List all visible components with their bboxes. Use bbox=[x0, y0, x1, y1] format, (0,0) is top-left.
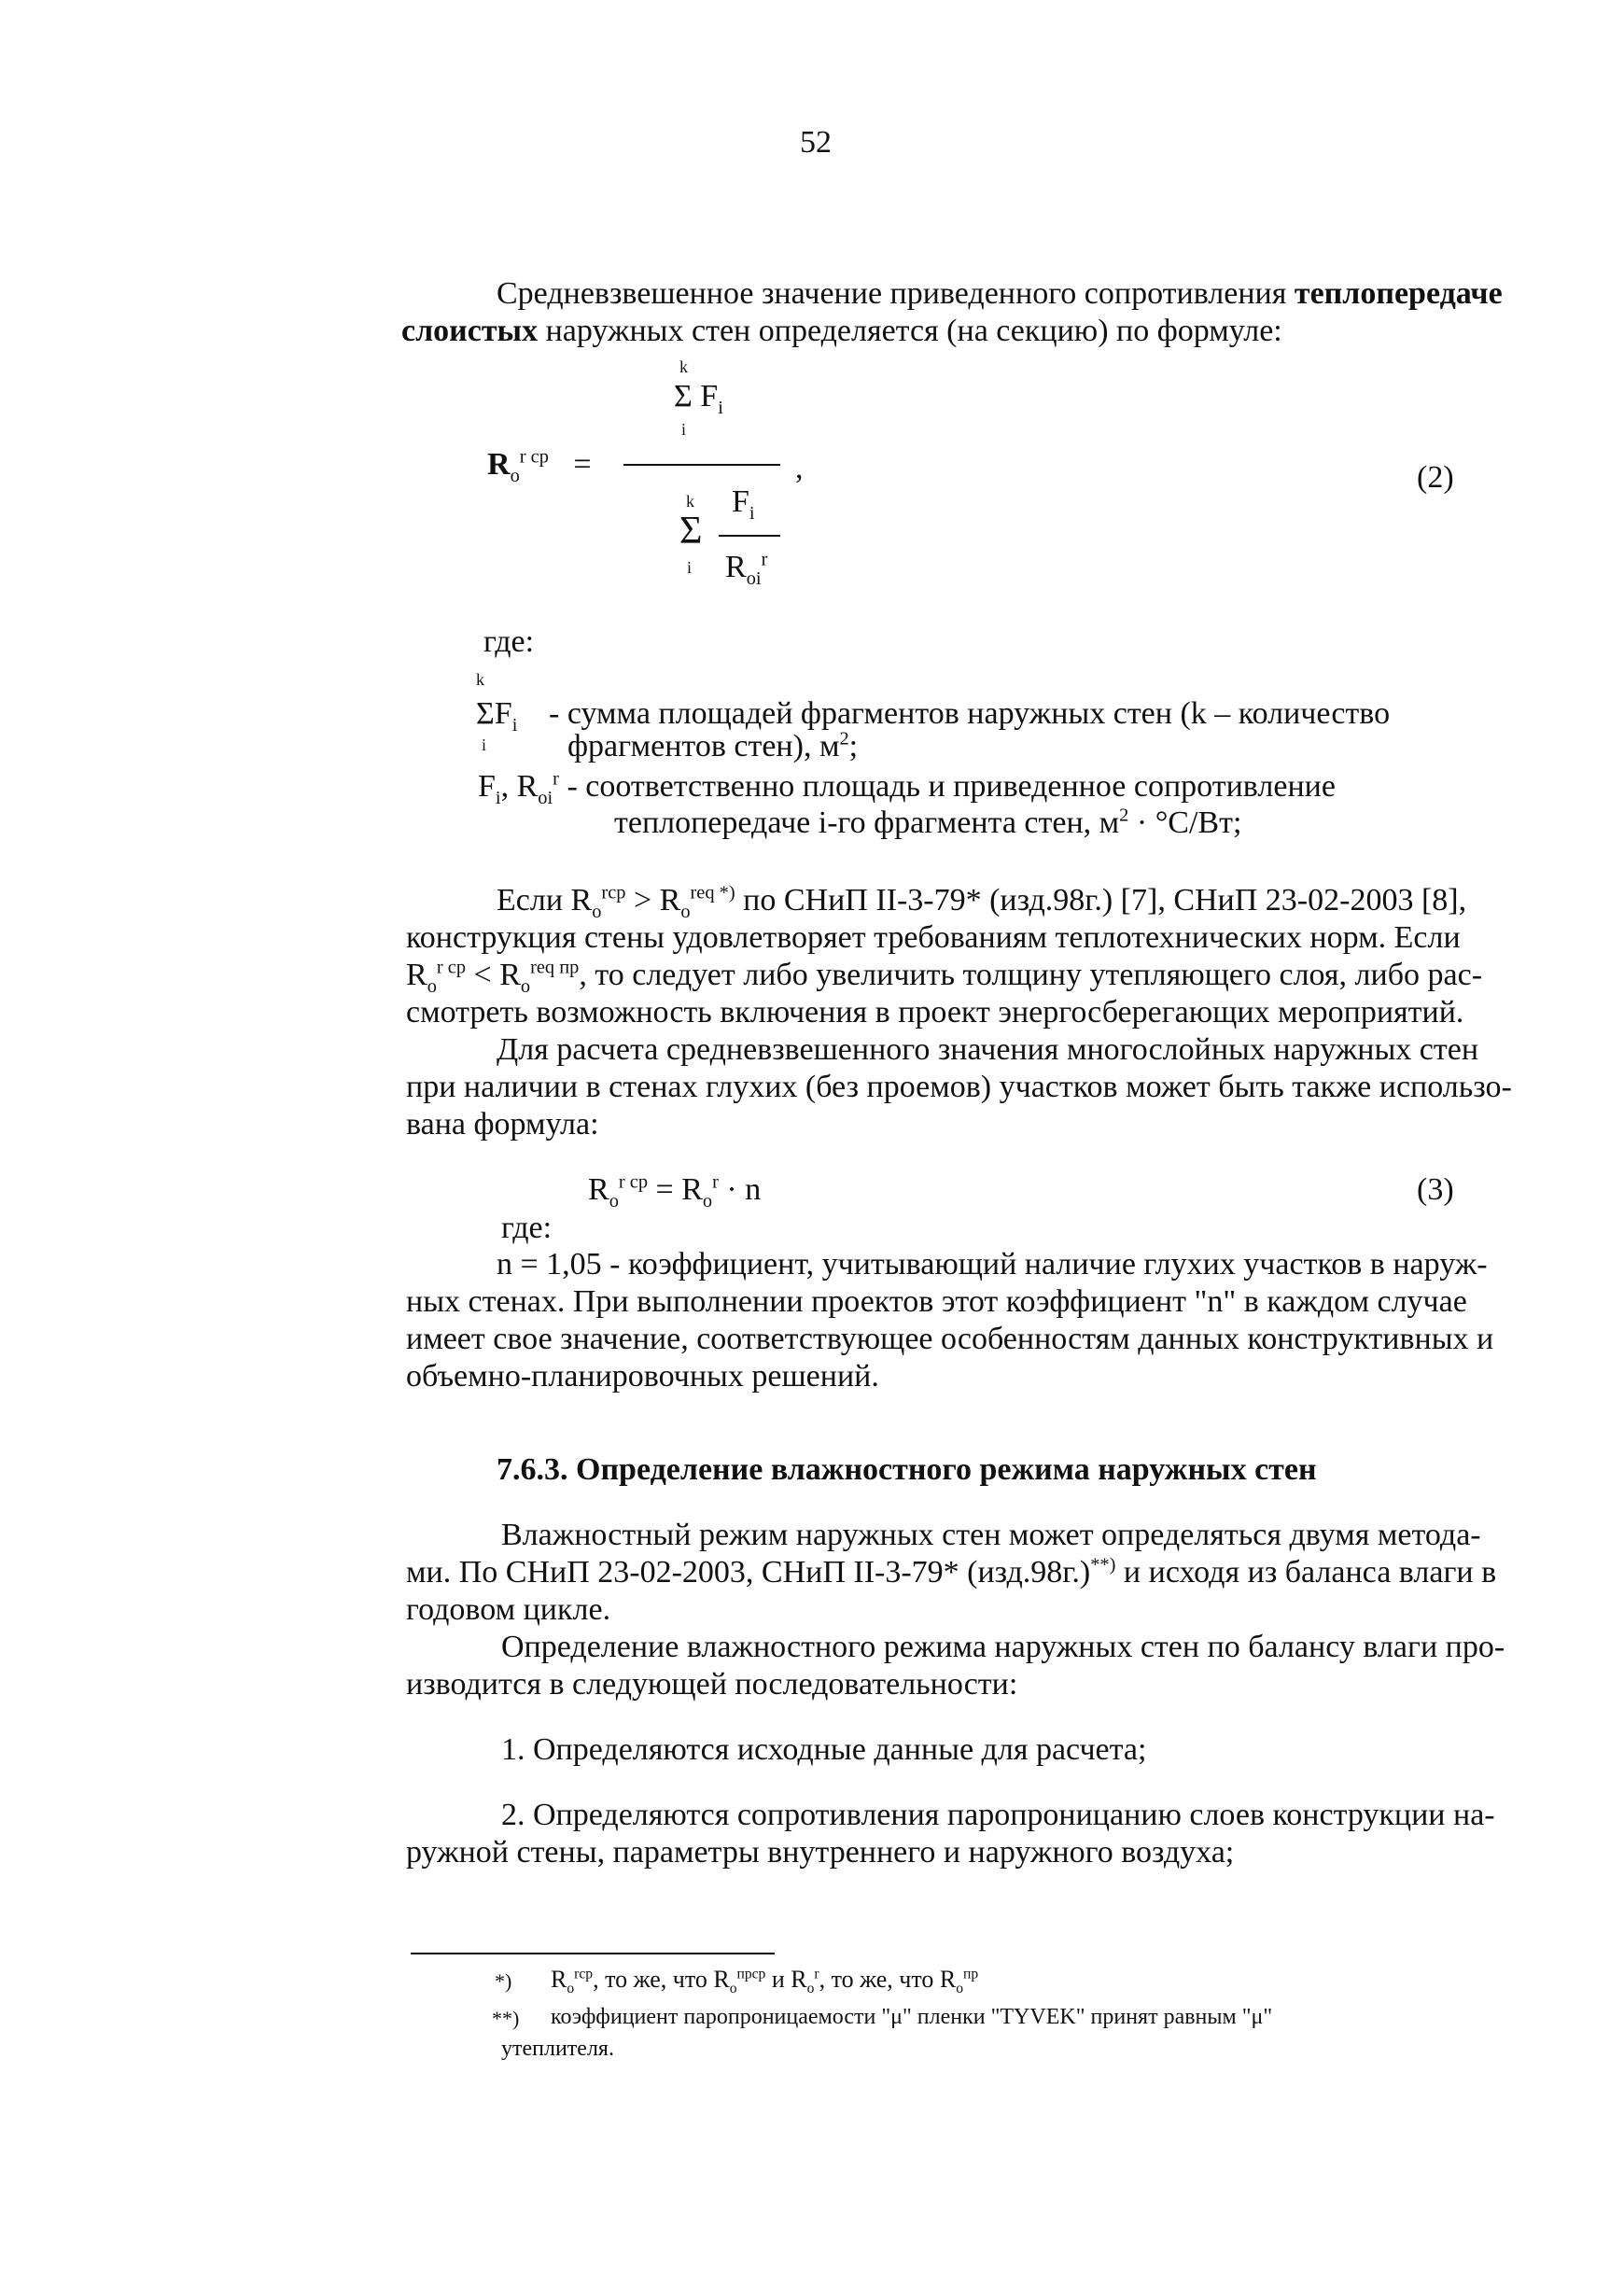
formula2-fraction-bar bbox=[623, 464, 780, 466]
formula2-num-i: i bbox=[681, 420, 687, 439]
formula2-den-sigma: Σ bbox=[679, 510, 703, 553]
para3-line-4: объемно-планировочных решений. bbox=[406, 1359, 879, 1394]
para1-line-4: смотреть возможность включения в проект энергосберегающих мероприятий. bbox=[406, 995, 1464, 1029]
intro-line-1 bbox=[497, 275, 1503, 313]
list-item-2-line-1: 2. Определяются сопротивления паропроницанию слоев конструкции на- bbox=[501, 1798, 1495, 1832]
footnote-2-mark: **) bbox=[492, 2007, 520, 2030]
formula2-den-k: k bbox=[686, 492, 694, 511]
para3-line-2: ных стенах. При выполнении проектов этот коэффициент "n" в каждом случае bbox=[406, 1284, 1467, 1319]
where-label-1: где: bbox=[483, 624, 535, 659]
formula2-den-i: i bbox=[687, 558, 693, 577]
para4-line-2: ми. По СНиП 23-02-2003, СНиП II-3-79* (изд.98г.)**) и исходя из баланса влаги в bbox=[406, 1554, 1497, 1590]
formula2-inner-bar bbox=[719, 535, 780, 537]
footnote-1-mark: *) bbox=[495, 1969, 512, 1993]
list-item-1: 1. Определяются исходные данные для расчета; bbox=[501, 1732, 1147, 1767]
footnote-2-line-1: коэффициент паропроницаемости "μ" пленки "TYVEK" принят равным "μ" bbox=[551, 2005, 1273, 2029]
def1-text-1: - сумма площадей фрагментов наружных стен (k – количество bbox=[549, 696, 1391, 731]
formula2-comma: , bbox=[795, 451, 804, 485]
formula-3: $R_o^{r ср} = R_o^r \cdot n$ bbox=[588, 1171, 762, 1212]
formula2-lhs-sup: r ср bbox=[519, 446, 549, 468]
def1-text-2: фрагментов стен), $м^2$; bbox=[567, 728, 859, 763]
formula2-den-F: $F_i$ bbox=[732, 484, 755, 524]
para1-line-2: конструкция стены удовлетворяет требованиям теплотехнических норм. Если bbox=[406, 920, 1461, 955]
formula2-num-sum bbox=[674, 378, 723, 418]
formula2-num-F-sub: i bbox=[718, 397, 723, 418]
para5-line-1: Определение влажностного режима наружных стен по балансу влаги про- bbox=[501, 1630, 1505, 1664]
footnote-separator bbox=[411, 1953, 775, 1954]
formula2-number: (2) bbox=[1417, 460, 1454, 495]
formula2-lhs bbox=[487, 446, 592, 486]
para2-line-1: Для расчета средневзвешенного значения многослойных наружных стен bbox=[497, 1032, 1479, 1067]
para3-line-1: n = 1,05 - коэффициент, учитывающий наличие глухих участков в наруж- bbox=[497, 1247, 1488, 1282]
footnote-1: $R_o^{rср}$, то же, что $R_o^{прср}$ и $R_o^r$, то же, что $R_o^{пр}$ bbox=[551, 1966, 979, 1997]
def1-i: i bbox=[482, 735, 487, 754]
para3-line-3: имеет свое значение, соответствующее особенностям данных конструктивных и bbox=[406, 1322, 1494, 1356]
formula2-lhs-R: R bbox=[487, 447, 511, 482]
para4-line-3: годовом цикле. bbox=[406, 1592, 611, 1627]
def1-symbol: $\Sigma F_i$ bbox=[476, 696, 518, 735]
formula2-den-R: $R_{oi}^r$ bbox=[725, 549, 768, 589]
page-number: 52 bbox=[800, 125, 832, 160]
def2-line-1: $F_i$, $R_{oi}^r$ - соответственно площадь и приведенное сопротивление bbox=[478, 768, 1336, 808]
def1-k: k bbox=[476, 670, 484, 689]
formula2-eq: = bbox=[573, 447, 592, 482]
para1-line-3: $R_o^{r ср} < R_o^{req пр}$, то следует либо увеличить толщину утепляющего слоя, либо рас- bbox=[406, 957, 1483, 997]
section-heading: 7.6.3. Определение влажностного режима наружных стен bbox=[497, 1452, 1317, 1487]
intro-text-2: наружных стен определяется (на секцию) по формуле: bbox=[538, 314, 1282, 348]
formula2-num-F: F bbox=[700, 379, 719, 413]
para4-line-1: Влажностный режим наружных стен может определяться двумя метода- bbox=[501, 1518, 1481, 1552]
intro-text: Средневзвешенное значение приведенного сопротивления bbox=[497, 276, 1295, 311]
para1-line-1: Если $R_o^{rср} > R_o^{req *)}$ по СНиП II-3-79* (изд.98г.) [7], СНиП 23-02-2003 [8], bbox=[497, 882, 1467, 922]
para2-line-3: вана формула: bbox=[406, 1107, 599, 1142]
formula2-num-sigma: Σ bbox=[674, 379, 693, 413]
para2-line-2: при наличии в стенах глухих (без проемов) участков может быть также использо- bbox=[406, 1070, 1512, 1104]
intro-term-layered: слоистых bbox=[401, 314, 539, 348]
formula2-lhs-sub: o bbox=[510, 465, 520, 486]
def2-line-2: теплопередаче i-го фрагмента стен, $м^2 \cdot ^\circ C/Вт$; bbox=[614, 805, 1242, 840]
formula2-num-k: k bbox=[679, 357, 688, 376]
para5-line-2: изводится в следующей последовательности: bbox=[406, 1667, 1018, 1702]
intro-term: теплопередаче bbox=[1294, 276, 1503, 311]
where-label-2: где: bbox=[501, 1211, 553, 1245]
footnote-2-line-2: утеплителя. bbox=[501, 2037, 614, 2061]
list-item-2-line-2: ружной стены, параметры внутреннего и наружного воздуха; bbox=[406, 1835, 1235, 1870]
intro-line-2 bbox=[401, 313, 1282, 350]
formula3-number: (3) bbox=[1417, 1172, 1454, 1207]
